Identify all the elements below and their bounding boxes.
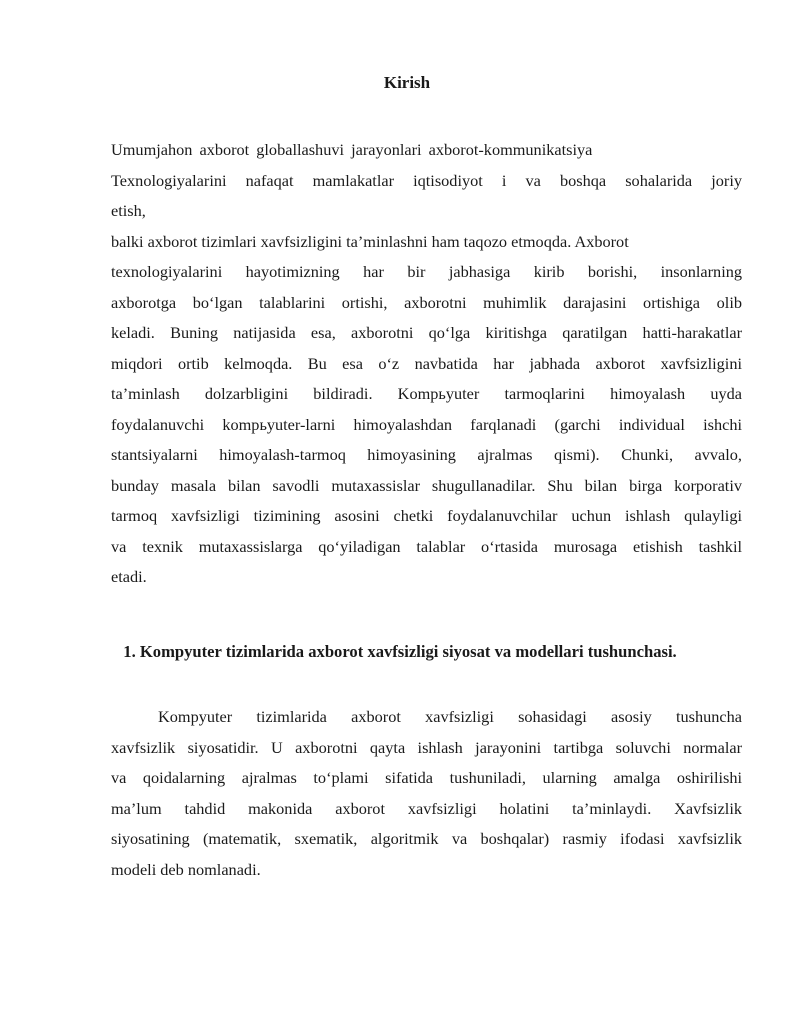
section-paragraph bbox=[111, 702, 742, 885]
text-line: etadi. bbox=[111, 567, 147, 586]
text-line: va qoidalarning ajralmas to‘plami sifatida tushuniladi, ularning amalga oshirilishi bbox=[111, 768, 742, 787]
text-line: tarmoq xavfsizligi tizimining asosini chetki foydalanuvchilar uchun ishlash qulayligi bbox=[111, 506, 742, 525]
text-line: balki axborot tizimlari xavfsizligini ta’minlashni ham taqozo etmoqda. Axborot bbox=[111, 231, 629, 251]
text-line: xavfsizlik siyosatidir. U axborotni qayta ishlash jarayonini tartibga soluvchi normalar bbox=[111, 737, 742, 757]
text-line: bunday masala bilan savodli mutaxassislar shugullanadilar. Shu bilan birga korporativ bbox=[111, 475, 742, 495]
text-line: Umumjahon axborot globallashuvi jarayonlari axborot-kommunikatsiya bbox=[111, 140, 593, 159]
text-line: modeli deb nomlanadi. bbox=[111, 859, 261, 879]
text-line: Texnologiyalarini nafaqat mamlakatlar iqtisodiyot i va boshqa sohalarida joriy bbox=[111, 170, 742, 190]
page-title: Kirish bbox=[383, 73, 431, 92]
text-line: stantsiyalarni himoyalash-tarmoq himoyasining ajralmas qismi). Chunki, avvalo, bbox=[111, 445, 742, 464]
text-line: miqdori ortib kelmoqda. Bu esa o‘z navbatida har jabhada axborot xavfsizligini bbox=[111, 353, 742, 373]
text-line: foydalanuvchi kompьyuter-larni himoyalashdan farqlanadi (garchi individual ishchi bbox=[111, 414, 742, 434]
text-line: texnologiyalarini hayotimizning har bir jabhasiga kirib borishi, insonlarning bbox=[111, 262, 742, 281]
text-line: ta’minlash dolzarbligini bildiradi. Kompьyuter tarmoqlarini himoyalash uyda bbox=[111, 384, 742, 403]
section-heading: 1. Kompyuter tizimlarida axborot xavfsizligi siyosat va modellari tushunchasi. bbox=[123, 642, 677, 661]
text-line: keladi. Buning natijasida esa, axborotni qo‘lga kiritishga qaratilgan hatti-harakatlar bbox=[111, 323, 742, 342]
text-line: Kompyuter tizimlarida axborot xavfsizligi sohasidagi asosiy tushuncha bbox=[158, 707, 742, 726]
text-line: etish, bbox=[111, 201, 146, 220]
text-line: siyosatining (matematik, sxematik, algoritmik va boshqalar) rasmiy ifodasi xavfsizlik bbox=[111, 829, 742, 848]
text-line: ma’lum tahdid makonida axborot xavfsizligi holatini ta’minlaydi. Xavfsizlik bbox=[111, 798, 742, 818]
intro-paragraph bbox=[111, 135, 742, 593]
text-line: axborotga bo‘lgan talablarini ortishi, axborotni muhimlik darajasini ortishiga olib bbox=[111, 292, 742, 312]
text-line: va texnik mutaxassislarga qo‘yiladigan talablar o‘rtasida murosaga etishish tashkil bbox=[111, 536, 742, 556]
